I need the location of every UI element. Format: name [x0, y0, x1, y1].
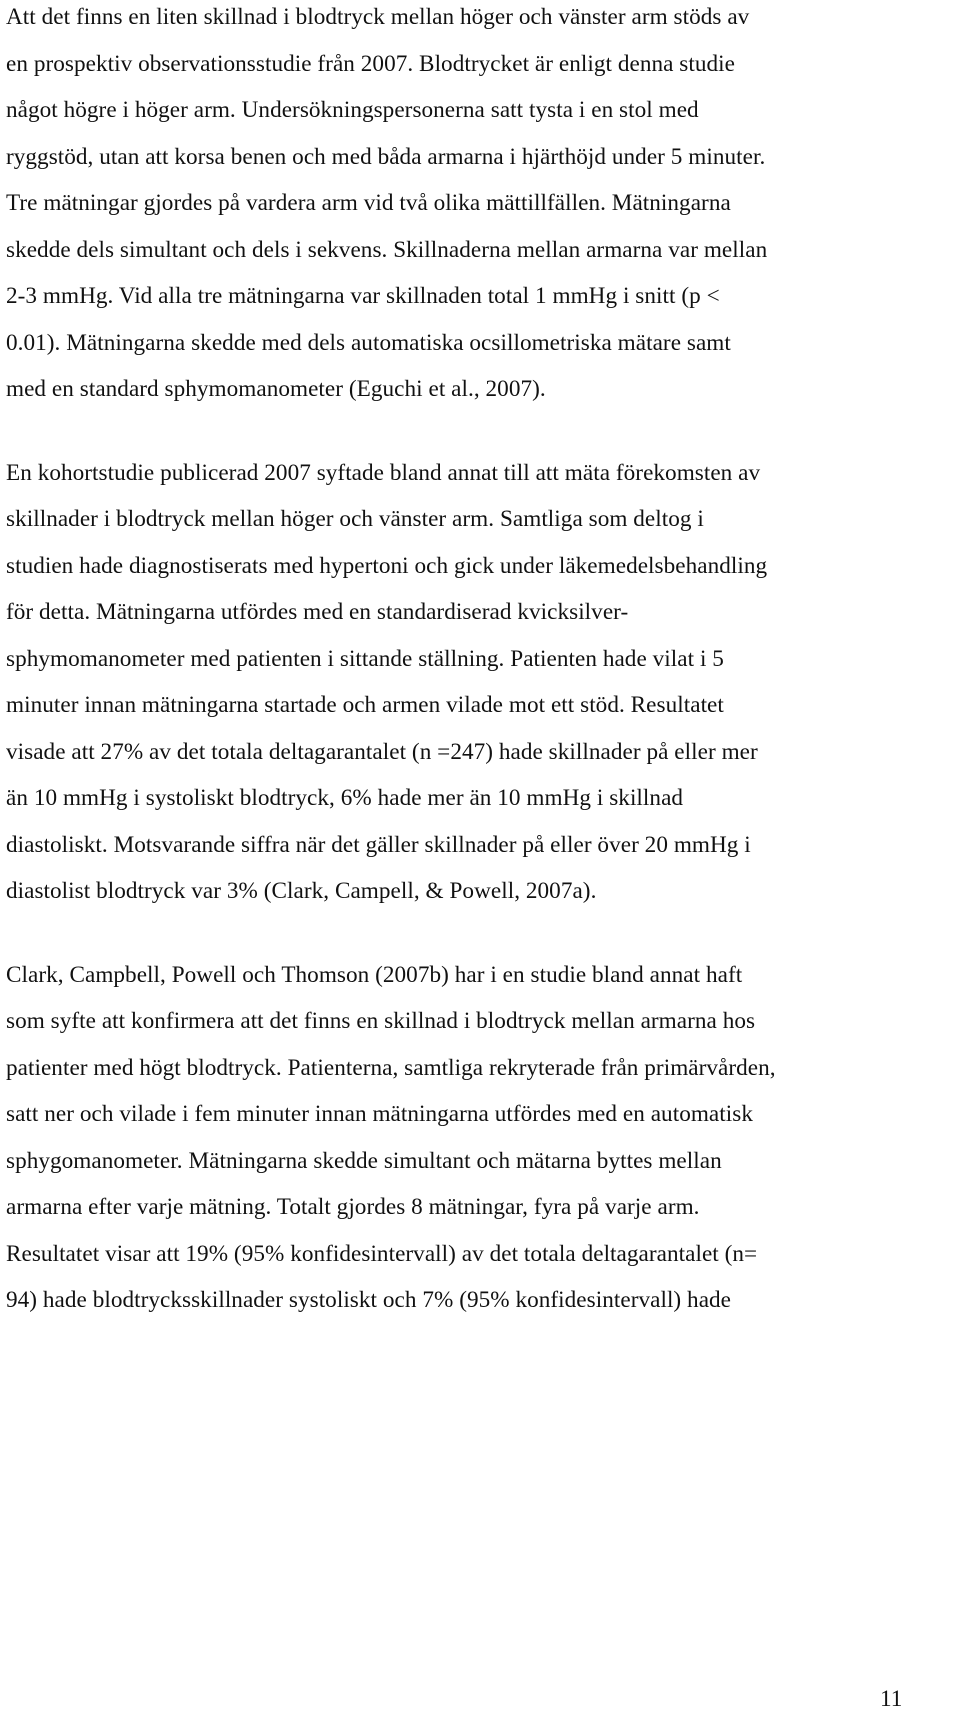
paragraph-2-line-8: än 10 mmHg i systoliskt blodtryck, 6% hade mer än 10 mmHg i skillnad: [6, 785, 684, 811]
paragraph-3-line-4: satt ner och vilade i fem minuter innan mätningarna utfördes med en automatisk: [6, 1101, 753, 1127]
paragraph-3-line-7: Resultatet visar att 19% (95% konfidesintervall) av det totala deltagarantalet (n=: [6, 1241, 758, 1267]
paragraph-1-line-4: ryggstöd, utan att korsa benen och med båda armarna i hjärthöjd under 5 minuter.: [6, 144, 766, 170]
page-number: 11: [880, 1686, 903, 1712]
paragraph-2-line-3: studien hade diagnostiserats med hypertoni och gick under läkemedelsbehandling: [6, 553, 768, 579]
paragraph-1-line-9: med en standard sphymomanometer (Eguchi et al., 2007).: [6, 376, 546, 402]
paragraph-2-line-4: för detta. Mätningarna utfördes med en standardiserad kvicksilver-: [6, 599, 629, 625]
paragraph-1-line-7: 2-3 mmHg. Vid alla tre mätningarna var skillnaden total 1 mmHg i snitt (p <: [6, 283, 720, 309]
paragraph-1-line-2: en prospektiv observationsstudie från 2007. Blodtrycket är enligt denna studie: [6, 51, 735, 77]
paragraph-2-line-9: diastoliskt. Motsvarande siffra när det gäller skillnader på eller över 20 mmHg i: [6, 832, 751, 858]
paragraph-3-line-2: som syfte att konfirmera att det finns en skillnad i blodtryck mellan armarna hos: [6, 1008, 756, 1034]
paragraph-3-line-3: patienter med högt blodtryck. Patienterna, samtliga rekryterade från primärvården,: [6, 1055, 776, 1081]
paragraph-2-line-6: minuter innan mätningarna startade och armen vilade mot ett stöd. Resultatet: [6, 692, 724, 718]
paragraph-1-line-6: skedde dels simultant och dels i sekvens. Skillnaderna mellan armarna var mellan: [6, 237, 768, 263]
paragraph-2-line-5: sphymomanometer med patienten i sittande ställning. Patienten hade vilat i 5: [6, 646, 724, 672]
paragraph-1-line-1: Att det finns en liten skillnad i blodtryck mellan höger och vänster arm stöds av: [6, 4, 750, 30]
paragraph-2-line-10: diastolist blodtryck var 3% (Clark, Campell, & Powell, 2007a).: [6, 878, 597, 904]
paragraph-1-line-3: något högre i höger arm. Undersökningspersonerna satt tysta i en stol med: [6, 97, 699, 123]
paragraph-2-line-1: En kohortstudie publicerad 2007 syftade bland annat till att mäta förekomsten av: [6, 460, 761, 486]
paragraph-2-line-7: visade att 27% av det totala deltagarantalet (n =247) hade skillnader på eller mer: [6, 739, 758, 765]
paragraph-1-line-5: Tre mätningar gjordes på vardera arm vid två olika mättillfällen. Mätningarna: [6, 190, 731, 216]
paragraph-3-line-8: 94) hade blodtrycksskillnader systoliskt och 7% (95% konfidesintervall) hade: [6, 1287, 732, 1313]
paragraph-1-line-8: 0.01). Mätningarna skedde med dels automatiska ocsillometriska mätare samt: [6, 330, 731, 356]
paragraph-2-line-2: skillnader i blodtryck mellan höger och vänster arm. Samtliga som deltog i: [6, 506, 704, 532]
paragraph-3-line-5: sphygomanometer. Mätningarna skedde simultant och mätarna byttes mellan: [6, 1148, 722, 1174]
paragraph-3-line-1: Clark, Campbell, Powell och Thomson (2007b) har i en studie bland annat haft: [6, 962, 743, 988]
paragraph-3-line-6: armarna efter varje mätning. Totalt gjordes 8 mätningar, fyra på varje arm.: [6, 1194, 700, 1220]
